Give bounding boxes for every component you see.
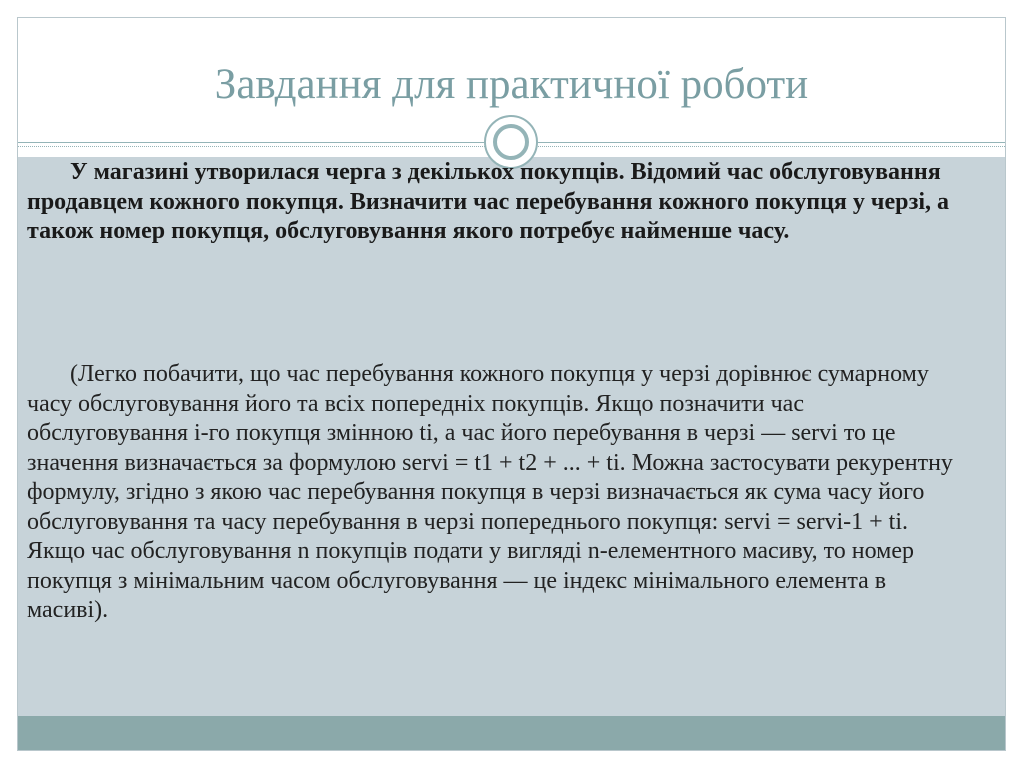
- ring-inner-icon: [493, 124, 529, 160]
- footer-bar: [18, 716, 1005, 750]
- slide-title: Завдання для практичної роботи: [214, 61, 809, 108]
- task-paragraph: У магазині утворилася черга з декількох покупців. Відомий час обслуговування продавцем кожного покупця. Визначити час перебування кожного покупця у черзі, а також номер покупця, обслуговування якого потребує найменше часу.: [27, 159, 950, 244]
- hint-paragraph: (Легко побачити, що час перебування кожного покупця у черзі дорівнює сумарному часу обслуговування його та всіх попередніх покупців. Якщо позначити час обслуговування і-го покупця змінною ti, а час його перебування в черзі — servi то це значення визначається за формулою servi = t1 + t2 + ... + ti. Можна застосувати рекурентну формулу, згідно з якою час перебування покупця в черзі визначається як сума часу його обслуговування та часу перебування в черзі попереднього покупця: servi = servi-1 + ti. Якщо час обслуговування n покупців подати у вигляді n-елементного масиву, то номер покупця з мінімальним часом обслуговування — це індекс мінімального елемента в масиві).: [27, 361, 953, 623]
